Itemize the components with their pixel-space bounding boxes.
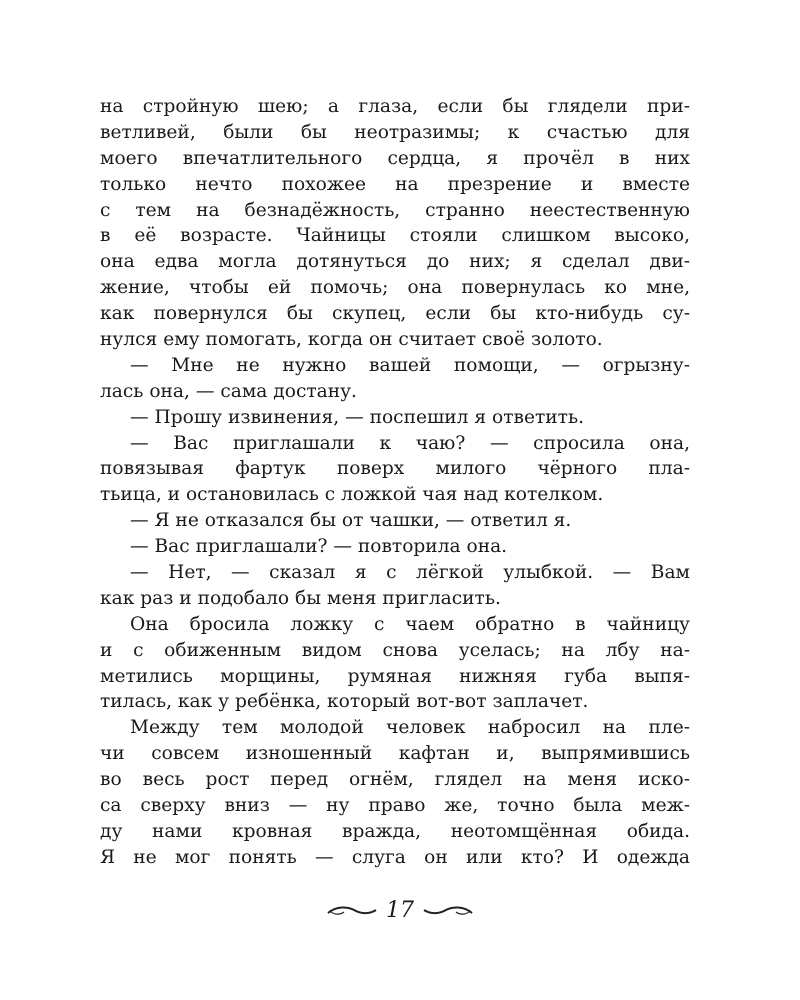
text-line: — Вас приглашали? — повторила она.: [130, 536, 508, 558]
text-line: жение, чтобы ей помочь; она повернулась ко мне,: [100, 277, 690, 299]
text-line: — Прошу извинения, — поспешил я ответить.: [130, 406, 584, 428]
text-line: в её возрасте. Чайницы стояли слишком высоко,: [100, 225, 690, 247]
text-line: Я не мог понять — слуга он или кто? И одежда: [100, 846, 690, 868]
text-line: — Я не отказался бы от чашки, — ответил я.: [130, 510, 572, 532]
text-line: тилась, как у ребёнка, который вот-вот заплачет.: [100, 691, 589, 713]
page-footer: [0, 898, 800, 923]
body-text: [100, 94, 690, 871]
text-line: метились морщины, румяная нижняя губа выпя-: [100, 665, 690, 687]
text-line: лась она, — сама достану.: [100, 380, 357, 402]
text-line: как раз и подобало бы меня пригласить.: [100, 587, 501, 609]
text-line: Она бросила ложку с чаем обратно в чайницу: [130, 613, 690, 635]
text-line: — Вас приглашали к чаю? — спросила она,: [130, 432, 690, 454]
text-line: нулся ему помогать, когда он считает своё золото.: [100, 329, 603, 351]
text-line: ветливей, были бы неотразимы; к счастью для: [100, 121, 690, 143]
text-line: Между тем молодой человек набросил на пле-: [130, 717, 690, 739]
text-line: — Мне не нужно вашей помощи, — огрызну-: [130, 354, 690, 376]
text-line: — Нет, — сказал я с лёгкой улыбкой. — Вам: [130, 562, 690, 584]
page-number: 17: [386, 898, 414, 923]
text-line: повязывая фартук поверх милого чёрного пла-: [100, 458, 690, 480]
text-line: ду нами кровная вражда, неотомщённая обида.: [100, 820, 690, 842]
text-line: и с обиженным видом снова уселась; на лбу на-: [100, 639, 690, 661]
right-flourish-icon: [422, 903, 474, 919]
text-line: чи совсем изношенный кафтан и, выпрямившись: [100, 743, 690, 765]
text-line: она едва могла дотянуться до них; я сделал дви-: [100, 251, 690, 273]
text-line: только нечто похожее на презрение и вместе: [100, 173, 690, 195]
text-line: са сверху вниз — ну право же, точно была меж-: [100, 795, 690, 817]
left-flourish-icon: [326, 903, 378, 919]
text-line: моего впечатлительного сердца, я прочёл в них: [100, 147, 690, 169]
text-line: во весь рост перед огнём, глядел на меня иско-: [100, 769, 690, 791]
text-line: тьица, и остановилась с ложкой чая над котелком.: [100, 484, 604, 506]
text-line: с тем на безнадёжность, странно неестественную: [100, 199, 690, 221]
text-line: как повернулся бы скупец, если бы кто-нибудь су-: [100, 303, 690, 325]
text-line: на стройную шею; а глаза, если бы глядели при-: [100, 96, 690, 117]
